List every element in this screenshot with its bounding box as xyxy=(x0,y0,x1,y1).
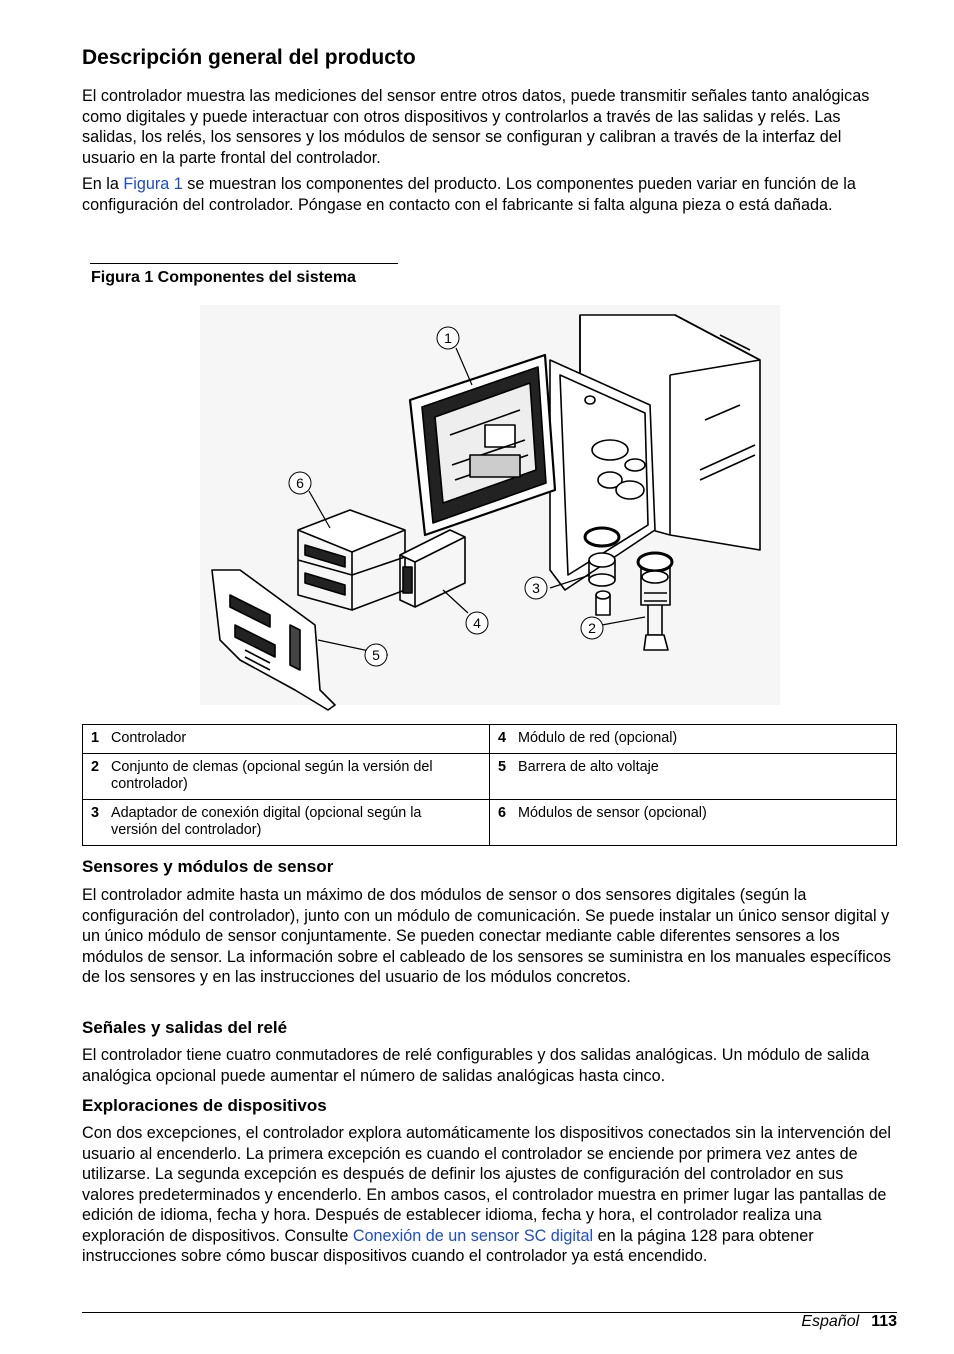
section-body-sensors: El controlador admite hasta un máximo de dos módulos de sensor o dos sensores digitales (según la configuración del controlador), junto con un módulo de comunicación. Se puede instalar un único sensor digital y un único módulo de sensor conjuntamente. Se pueden conectar mediante cable diferentes sensores a los módulos de sensor. La información sobre el cableado de los sensores se suministra en los manuales específicos de los sensores y en las instrucciones del usuario de los módulos concretos. xyxy=(82,886,891,986)
svg-text:2: 2 xyxy=(588,620,596,636)
section-body-relays: El controlador tiene cuatro conmutadores de relé configurables y dos salidas analógicas. Un módulo de salida analógica opcional puede aumentar el número de salidas analógicas hasta cinco. xyxy=(82,1046,870,1085)
footer-rule xyxy=(82,1312,897,1313)
figure-caption: Figura 1 Componentes del sistema xyxy=(91,269,356,286)
legend-number: 2 xyxy=(91,759,100,775)
table-row xyxy=(83,800,897,846)
legend-number: 3 xyxy=(91,805,100,821)
system-components-illustration xyxy=(200,305,780,715)
svg-text:6: 6 xyxy=(296,475,304,491)
device-scans-text: Con dos excepciones, el controlador explora automáticamente los dispositivos conectados sin la intervención del usuario al encenderlo. La primera excepción es cuando el controlador se enciende por primera vez antes de utilizarse. La segunda excepción es después de definir los ajustes de configuración del controlador en sus valores predeterminados y encenderlo. En ambos casos, el controlador muestra en primer lugar las pantallas de edición de idioma, fecha y hora. Después de establecer idioma, fecha y hora, el controlador realiza una exploración de dispositivos. Consulte xyxy=(82,1124,891,1245)
intro2-post: se muestran los componentes del producto. Los componentes pueden variar en función de la configuración del controlador. Póngase en contacto con el fabricante si falta alguna pieza o está dañada. xyxy=(82,175,856,214)
svg-text:5: 5 xyxy=(372,647,380,663)
legend-cell xyxy=(490,754,897,800)
svg-text:3: 3 xyxy=(532,580,540,596)
section-heading-sensors: Sensores y módulos de sensor xyxy=(82,857,334,876)
callout-2 xyxy=(581,617,603,639)
callout-4 xyxy=(466,612,488,634)
legend-text: Barrera de alto voltaje xyxy=(518,759,659,775)
legend-text: Módulo de red (opcional) xyxy=(518,730,678,746)
section-body-device-scans xyxy=(82,1123,897,1267)
page-footer xyxy=(801,1313,897,1331)
table-row xyxy=(83,725,897,754)
legend-number: 6 xyxy=(498,805,507,821)
figure-1-link[interactable]: Figura 1 xyxy=(123,175,183,193)
table-row xyxy=(83,754,897,800)
footer-language: Español xyxy=(801,1313,860,1330)
legend-cell xyxy=(83,800,490,846)
sc-sensor-connection-link[interactable]: Conexión de un sensor SC digital xyxy=(352,1226,594,1245)
intro2-pre: En la xyxy=(82,175,124,193)
legend-cell xyxy=(490,800,897,846)
legend-text: Adaptador de conexión digital (opcional según la versión del controlador) xyxy=(111,805,422,838)
legend-text: Conjunto de clemas (opcional según la versión del controlador) xyxy=(111,759,433,792)
device-scans-text-end: en la página 128 para obtener instrucciones sobre cómo buscar dispositivos cuando el controlador ya está encendido. xyxy=(82,1226,814,1265)
intro-paragraph-1: El controlador muestra las mediciones del sensor entre otros datos, puede transmitir señales tanto analógicas como digitales y puede interactuar con otros dispositivos y controlarlos a través de las salidas y relés. Las salidas, los relés, los sensores y los módulos de sensor se configuran y calibran a través de la interfaz del usuario en la parte frontal del controlador. xyxy=(82,87,870,167)
callout-1 xyxy=(437,327,459,349)
svg-text:1: 1 xyxy=(444,330,452,346)
figure-legend-table xyxy=(82,724,897,846)
legend-cell xyxy=(490,725,897,754)
svg-text:4: 4 xyxy=(473,615,481,631)
figure-rule xyxy=(90,263,398,264)
legend-text: Controlador xyxy=(111,730,187,746)
legend-cell xyxy=(83,754,490,800)
callout-6 xyxy=(289,472,311,494)
legend-number: 4 xyxy=(498,730,507,746)
legend-text: Módulos de sensor (opcional) xyxy=(518,805,707,821)
callout-3 xyxy=(525,577,547,599)
page-title: Descripción general del producto xyxy=(82,46,416,69)
section-heading-relays: Señales y salidas del relé xyxy=(82,1018,288,1037)
legend-number: 5 xyxy=(498,759,507,775)
intro-paragraph-2 xyxy=(82,174,897,215)
legend-number: 1 xyxy=(91,730,100,746)
page-number: 113 xyxy=(871,1313,897,1330)
callout-5 xyxy=(365,644,387,666)
legend-cell xyxy=(83,725,490,754)
section-heading-device-scans: Exploraciones de dispositivos xyxy=(82,1096,327,1115)
